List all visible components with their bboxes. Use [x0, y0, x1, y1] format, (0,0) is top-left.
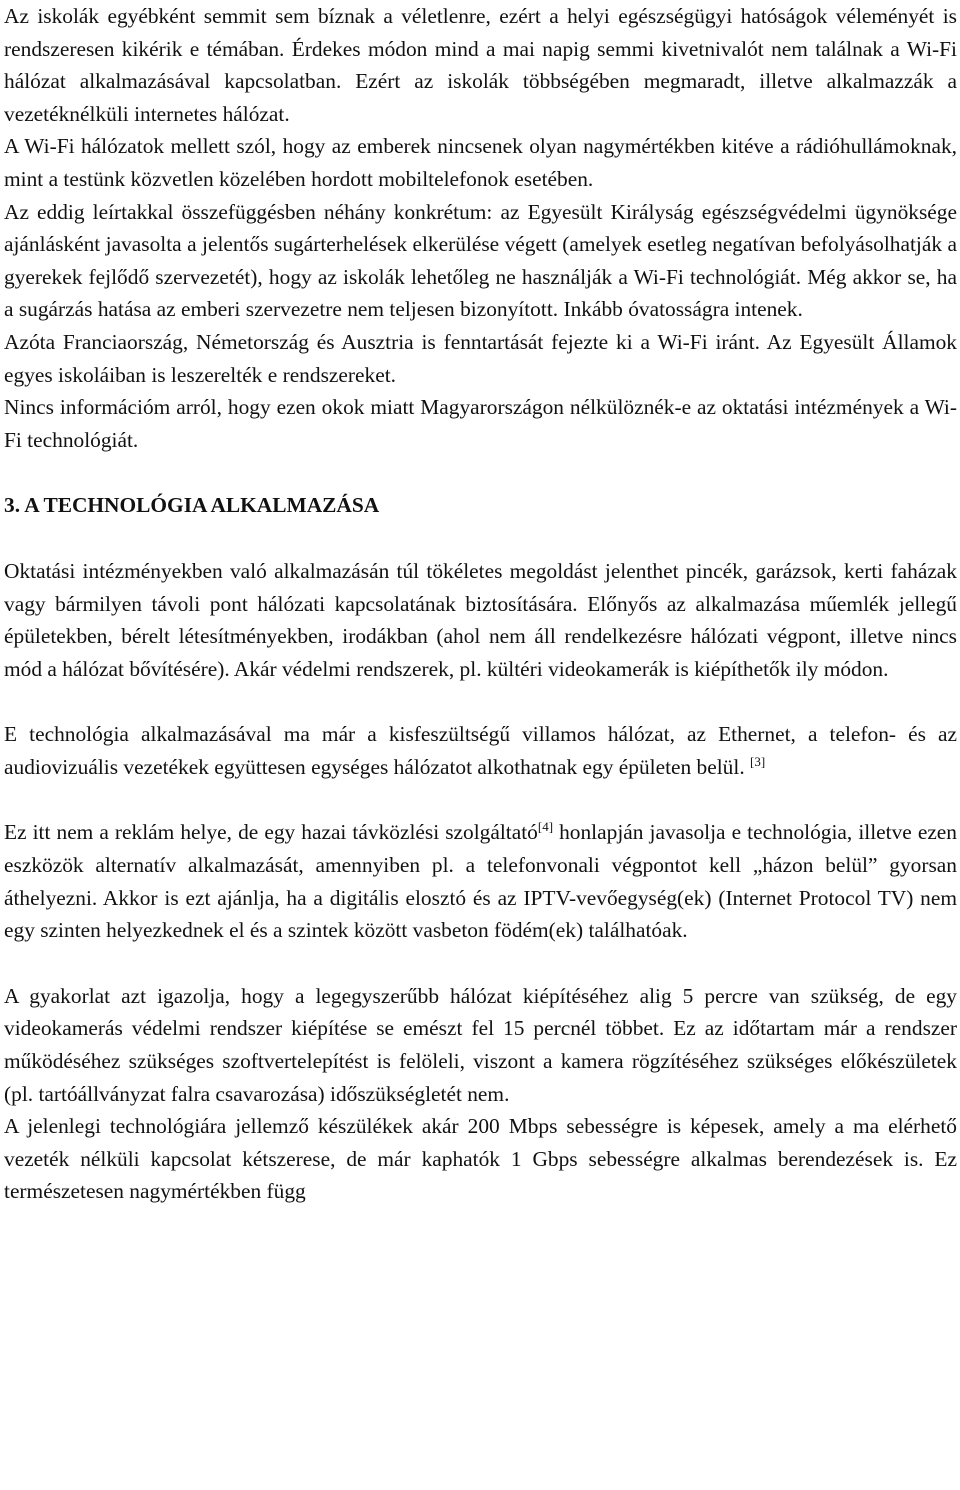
paragraph-installation-time: A gyakorlat azt igazolja, hogy a legegyszerűbb hálózat kiépítéséhez alig 5 percre van szükség, de egy videokamerás védelmi rendszer kiépítése se emészt fel 15 percnél többet. Ez az időtartam már a rendszer működéséhez szükséges szoftvertelepítést is felöleli, viszont a kamera rögzítéséhez szükséges előkészületek (pl. tartóállványzat falra csavarozása) időszükségletét nem.	[4, 983, 957, 1106]
paragraph-telecom-text-a: Ez itt nem a reklám helye, de egy hazai távközlési szolgáltató	[4, 820, 538, 845]
paragraph-unified-network-text: E technológia alkalmazásával ma már a kisfeszültségű villamos hálózat, az Ethernet, a telefon- és az audiovizuális vezetékek együttesen egységes hálózatot alkothatnak egy épületen belül.	[4, 722, 957, 779]
paragraph-hungary-info: Nincs információm arról, hogy ezen okok miatt Magyarországon nélkülöznék-e az oktatási intézmények a Wi-Fi technológiát.	[4, 395, 957, 452]
paragraph-schools-health: Az iskolák egyébként semmit sem bíznak a véletlenre, ezért a helyi egészségügyi hatóságok véleményét is rendszeresen kikérik e témában. Érdekes módon mind a mai napig semmi kivetnivalót nem találnak a Wi-Fi hálózat alkalmazásával kapcsolatban. Ezért az iskolák többségében megmaradt, illetve alkalmazzák a vezetéknélküli internetes hálózat.	[4, 4, 957, 126]
paragraph-unified-network	[4, 718, 957, 783]
paragraph-applications: Oktatási intézményekben való alkalmazásán túl tökéletes megoldást jelenthet pincék, garázsok, kerti faházak vagy bármilyen távoli pont hálózati kapcsolatának biztosítására. Előnyős az alkalmazása műemlék jellegű épületekben, bérelt létesítményekben, irodákban (ahol nem áll rendelkezésre hálózati végpont, illetve nincs mód a hálózat bővítésére). Akár védelmi rendszerek, pl. kültéri videokamerák is kiépíthetők ily módon.	[4, 558, 957, 681]
paragraph-uk-agency: Az eddig leírtakkal összefüggésben néhány konkrétum: az Egyesült Királyság egészségvédelmi ügynöksége ajánlásként javasolta a jelentős sugárterhelések elkerülése végett (amelyek esetleg negatívan befolyásolhatják a gyerekek fejlődő szervezetét), hogy az iskolák lehetőleg ne használják a Wi-Fi technológiát. Még akkor se, ha a sugárzás hatása az emberi szervezetre nem teljesen bizonyított. Inkább óvatosságra intenek.	[4, 199, 957, 322]
document-page	[4, 0, 957, 1208]
section-heading: 3. A TECHNOLÓGIA ALKALMAZÁSA	[4, 493, 380, 518]
paragraph-telecom-provider	[4, 816, 957, 946]
paragraph-wifi-exposure: A Wi-Fi hálózatok mellett szól, hogy az emberek nincsenek olyan nagymértékben kitéve a rádióhullámoknak, mint a testünk közvetlen közelében hordott mobiltelefonok esetében.	[4, 134, 957, 191]
footnote-ref-3: [3]	[750, 753, 766, 769]
footnote-ref-4: [4]	[537, 819, 554, 835]
paragraph-countries-reservation: Azóta Franciaország, Németország és Ausztria is fenntartását fejezte ki a Wi-Fi iránt. Az Egyesült Államok egyes iskoláiban is leszerelték e rendszereket.	[4, 329, 957, 387]
paragraph-telecom-text-b: honlapján javasolja e technológia, illetve ezen eszközök alternatív alkalmazását, amennyiben pl. a telefonvonali végpontot kell „házon belül” gyorsan áthelyezni. Akkor is ezt ajánlja, ha a digitális elosztó és az IPTV-vevőegység(ek) (Internet Protocol TV) nem egy szinten helyezkednek el és a szintek között vasbeton födém(ek) találhatóak.	[4, 820, 957, 943]
paragraph-speed: A jelenlegi technológiára jellemző készülékek akár 200 Mbps sebességre is képesek, amely a ma elérhető vezeték nélküli kapcsolat kétszerese, de már kaphatók 1 Gbps sebességre alkalmas berendezések is. Ez természetesen nagymértékben függ	[4, 1114, 957, 1204]
